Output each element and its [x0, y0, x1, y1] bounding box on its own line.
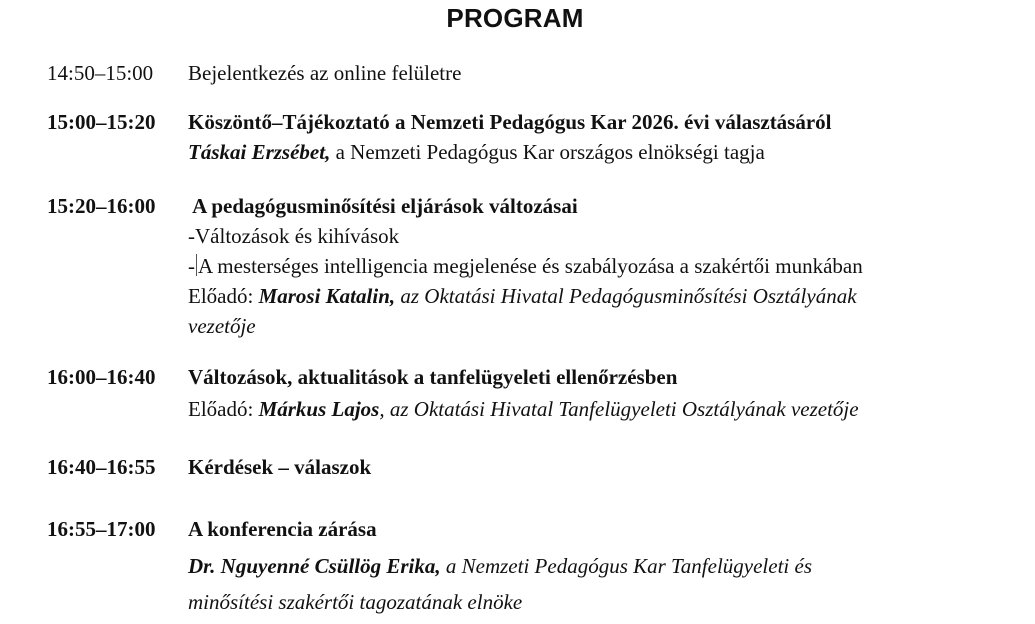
speaker-line — [188, 138, 765, 167]
program-title: A pedagógusminősítési eljárások változásai — [188, 194, 578, 218]
program-time: 16:40–16:55 — [47, 455, 156, 479]
speaker-name: Márkus Lajos — [258, 397, 380, 421]
speaker-role: , az Oktatási Hivatal Tanfelügyeleti Osztályának vezetője — [379, 397, 859, 421]
program-time: 16:00–16:40 — [47, 365, 156, 389]
sub-item — [188, 252, 863, 281]
sub-item-text: A mesterséges intelligencia megjelenése és szabályozása a szakértői munkában — [198, 254, 863, 278]
speaker-role: a Nemzeti Pedagógus Kar Tanfelügyeleti és — [440, 554, 812, 578]
page-title: PROGRAM — [446, 3, 584, 33]
program-title: Változások, aktualitások a tanfelügyeleti ellenőrzésben — [188, 365, 678, 389]
program-time: 15:00–15:20 — [47, 110, 156, 134]
program-title: Kérdések – válaszok — [188, 455, 372, 479]
speaker-role-cont: vezetője — [188, 314, 256, 338]
speaker-label: Előadó: — [188, 284, 259, 308]
speaker-line — [188, 282, 857, 311]
speaker-role-cont: minősítési szakértői tagozatának elnöke — [188, 590, 523, 614]
text-cursor — [196, 254, 197, 276]
program-title: A konferencia zárása — [188, 517, 377, 541]
speaker-name: Marosi Katalin, — [258, 284, 396, 308]
program-time: 15:20–16:00 — [47, 194, 156, 218]
speaker-line — [188, 552, 812, 581]
program-time: 14:50–15:00 — [47, 61, 154, 85]
sub-item: -Változások és kihívások — [188, 224, 400, 248]
speaker-role: az Oktatási Hivatal Pedagógusminősítési Osztályának — [395, 284, 857, 308]
speaker-line — [188, 395, 859, 424]
program-title: Köszöntő–Tájékoztató a Nemzeti Pedagógus Kar 2026. évi választásáról — [188, 110, 832, 134]
speaker-label: Előadó: — [188, 397, 259, 421]
speaker-name: Dr. Nguyenné Csüllög Erika, — [188, 554, 441, 578]
sub-item-prefix: - — [188, 254, 195, 278]
speaker-name: Táskai Erzsébet, — [188, 140, 331, 164]
speaker-role: a Nemzeti Pedagógus Kar országos elnökségi tagja — [330, 140, 765, 164]
program-title: Bejelentkezés az online felületre — [188, 61, 462, 85]
program-time: 16:55–17:00 — [47, 517, 156, 541]
